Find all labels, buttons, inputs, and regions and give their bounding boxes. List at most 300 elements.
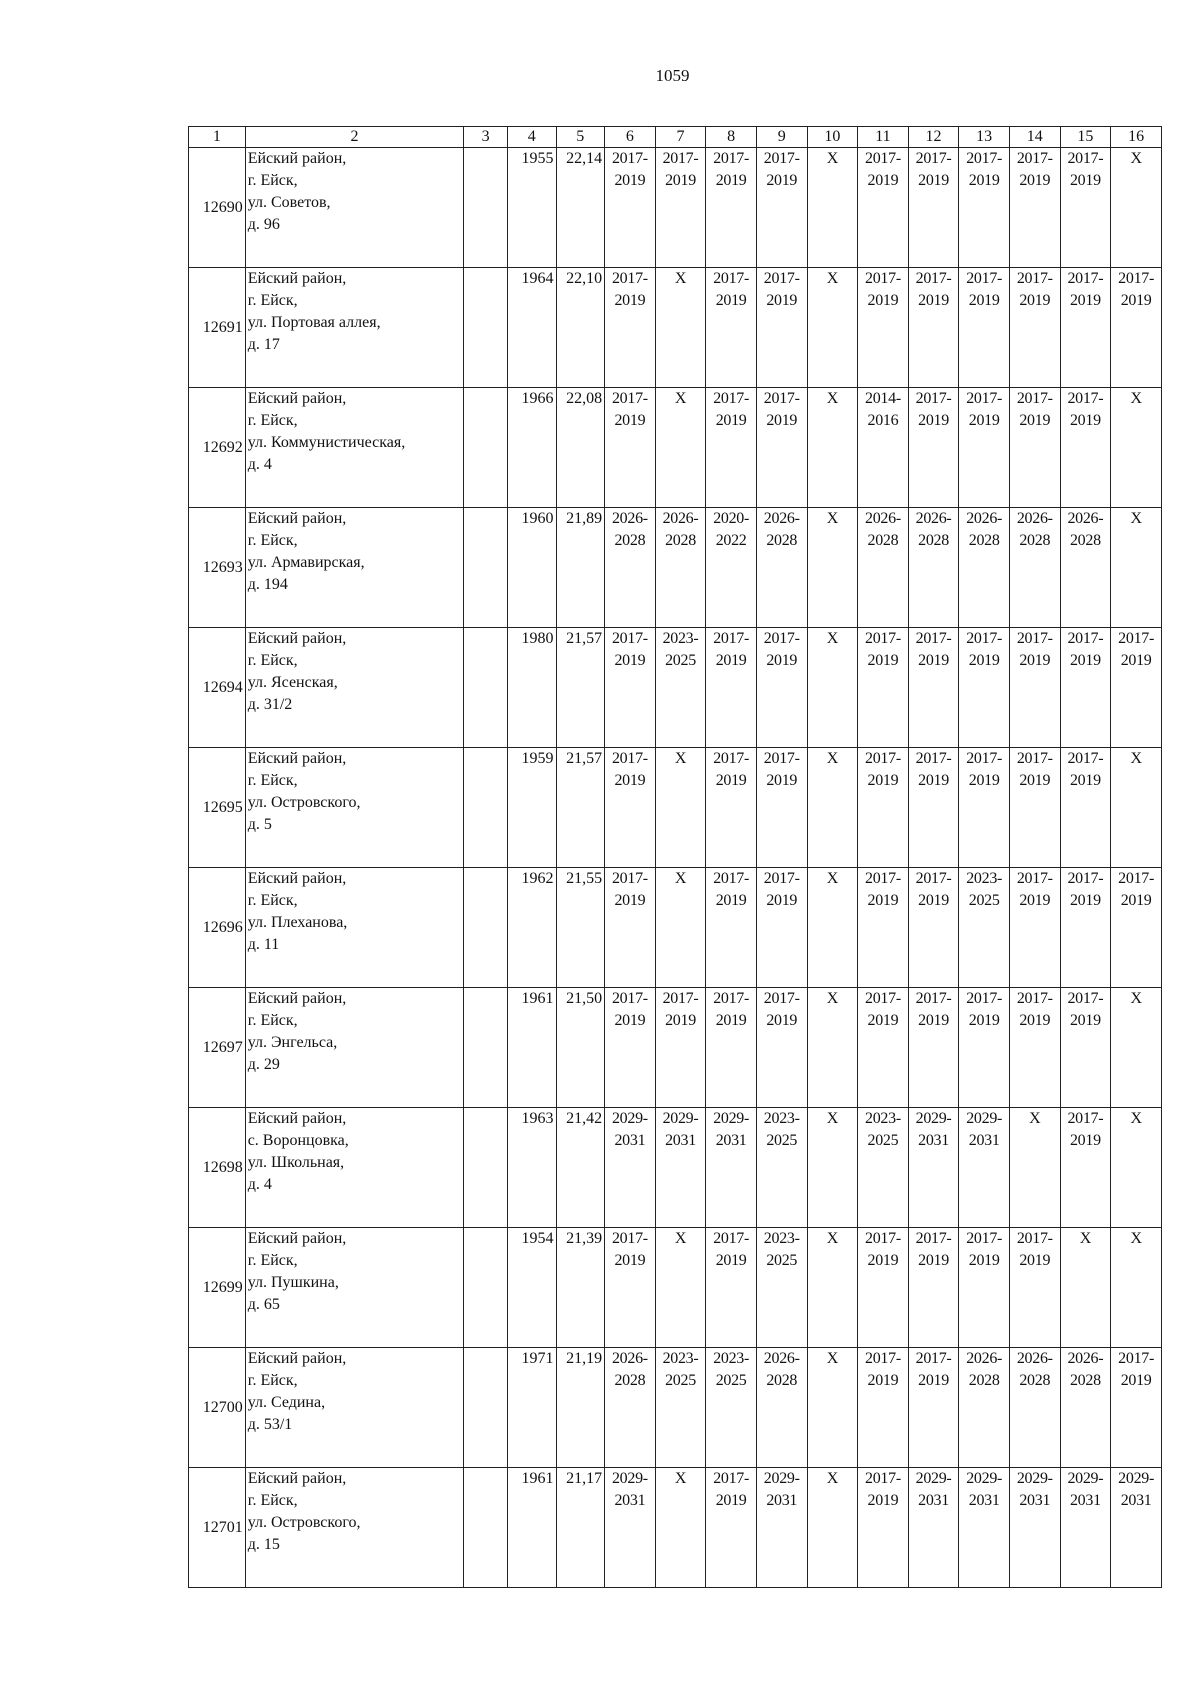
table-row <box>189 628 1162 748</box>
address-line: д. 96 <box>247 216 280 233</box>
period-end: 2019 <box>614 1252 646 1269</box>
period-cell <box>706 268 757 388</box>
period-start: 2017- <box>1067 390 1104 407</box>
period-end: 2019 <box>1120 1372 1152 1389</box>
period-cell <box>959 148 1010 268</box>
period-cell <box>908 868 959 988</box>
period-end: 2028 <box>867 532 899 549</box>
period-start: 2017- <box>966 630 1003 647</box>
period-cell: Х <box>807 148 858 268</box>
period-end: 2019 <box>715 1012 747 1029</box>
period-cell <box>858 268 909 388</box>
period-end: 2031 <box>918 1132 949 1149</box>
period-cell <box>756 1228 807 1348</box>
period-end: 2031 <box>766 1492 798 1509</box>
period-end: 2019 <box>715 772 747 789</box>
address-cell <box>245 268 464 388</box>
area-cell: 22,10 <box>556 268 605 388</box>
period-start: 2017- <box>915 390 952 407</box>
record-number: 12691 <box>189 268 246 388</box>
period-end: 2031 <box>1069 1492 1101 1509</box>
table-header <box>189 127 1162 148</box>
period-end: 2019 <box>918 1012 949 1029</box>
period-end: 2028 <box>1019 532 1051 549</box>
period-start: 2017- <box>611 990 648 1007</box>
year-cell: 1955 <box>507 148 556 268</box>
period-start: 2017- <box>1067 990 1104 1007</box>
period-start: 2017- <box>763 750 800 767</box>
period-start: 2023- <box>763 1110 800 1127</box>
address-line: д. 4 <box>247 456 272 473</box>
period-start: 2017- <box>1016 630 1053 647</box>
period-start: 2017- <box>1067 1110 1104 1127</box>
period-end: 2019 <box>766 652 798 669</box>
column-header-9: 9 <box>756 127 807 148</box>
period-start: 2017- <box>713 1230 750 1247</box>
period-end: 2025 <box>665 1372 696 1389</box>
period-end: 2019 <box>614 652 646 669</box>
period-cell <box>1111 868 1162 988</box>
period-cell: Х <box>1111 388 1162 508</box>
address-line: г. Ейск, <box>247 1492 298 1509</box>
period-end: 2019 <box>867 652 899 669</box>
period-cell: Х <box>655 268 706 388</box>
address-line: ул. Пушкина, <box>247 1274 339 1291</box>
table-row <box>189 148 1162 268</box>
period-end: 2022 <box>715 532 747 549</box>
period-cell <box>756 148 807 268</box>
address-line: ул. Портовая аллея, <box>247 314 381 331</box>
table-row <box>189 1108 1162 1228</box>
address-line: ул. Седина, <box>247 1394 326 1411</box>
period-start: 2017- <box>763 150 800 167</box>
year-cell: 1959 <box>507 748 556 868</box>
period-start: 2029- <box>713 1110 750 1127</box>
address-line: Ейский район, <box>247 270 347 287</box>
record-number: 12695 <box>189 748 246 868</box>
period-end: 2031 <box>918 1492 949 1509</box>
address-line: Ейский район, <box>247 870 347 887</box>
period-cell <box>858 1228 909 1348</box>
address-line: г. Ейск, <box>247 412 298 429</box>
address-cell <box>245 1348 464 1468</box>
period-end: 2028 <box>614 532 646 549</box>
period-start: 2017- <box>1016 1230 1053 1247</box>
table-body <box>189 148 1162 1588</box>
period-end: 2019 <box>1019 412 1051 429</box>
period-cell <box>1060 748 1111 868</box>
period-cell <box>706 748 757 868</box>
period-cell <box>1060 628 1111 748</box>
period-cell <box>1009 1348 1060 1468</box>
column-header-10: 10 <box>807 127 858 148</box>
column-3-cell <box>464 868 508 988</box>
period-cell <box>706 388 757 508</box>
period-end: 2019 <box>1120 292 1152 309</box>
period-cell <box>605 868 656 988</box>
address-line: г. Ейск, <box>247 892 298 909</box>
area-cell: 21,89 <box>556 508 605 628</box>
period-cell <box>1060 1348 1111 1468</box>
period-end: 2019 <box>614 892 646 909</box>
period-end: 2028 <box>1069 532 1101 549</box>
period-cell <box>858 1108 909 1228</box>
period-start: 2017- <box>1016 750 1053 767</box>
address-line: ул. Школьная, <box>247 1154 345 1171</box>
period-start: 2017- <box>1067 150 1104 167</box>
period-start: 2017- <box>915 990 952 1007</box>
period-start: 2017- <box>915 1350 952 1367</box>
address-line: Ейский район, <box>247 750 347 767</box>
period-cell <box>756 1348 807 1468</box>
period-cell <box>908 148 959 268</box>
period-cell <box>605 988 656 1108</box>
period-start: 2026- <box>763 510 800 527</box>
period-end: 2028 <box>968 532 1000 549</box>
period-end: 2019 <box>1019 772 1051 789</box>
record-number: 12699 <box>189 1228 246 1348</box>
period-cell <box>858 148 909 268</box>
year-cell: 1954 <box>507 1228 556 1348</box>
period-cell <box>858 868 909 988</box>
period-end: 2031 <box>968 1132 1000 1149</box>
period-start: 2017- <box>1118 870 1155 887</box>
period-end: 2031 <box>1120 1492 1152 1509</box>
table-row <box>189 988 1162 1108</box>
period-cell <box>655 148 706 268</box>
address-line: д. 29 <box>247 1056 280 1073</box>
column-header-6: 6 <box>605 127 656 148</box>
period-cell <box>858 628 909 748</box>
address-cell <box>245 1228 464 1348</box>
period-start: 2029- <box>662 1110 699 1127</box>
address-line: г. Ейск, <box>247 292 298 309</box>
period-cell: Х <box>807 1348 858 1468</box>
period-end: 2025 <box>766 1252 798 1269</box>
period-start: 2017- <box>713 1470 750 1487</box>
period-end: 2028 <box>1069 1372 1101 1389</box>
period-cell <box>1009 508 1060 628</box>
table-row <box>189 508 1162 628</box>
period-start: 2017- <box>915 150 952 167</box>
area-cell: 22,14 <box>556 148 605 268</box>
address-cell <box>245 1468 464 1588</box>
address-line: д. 194 <box>247 576 288 593</box>
period-end: 2028 <box>918 532 949 549</box>
period-start: 2017- <box>966 150 1003 167</box>
period-cell <box>1009 868 1060 988</box>
period-cell <box>706 628 757 748</box>
period-cell: Х <box>807 1468 858 1588</box>
period-cell <box>1009 1228 1060 1348</box>
period-cell: Х <box>1111 508 1162 628</box>
period-cell <box>908 628 959 748</box>
period-end: 2025 <box>968 892 1000 909</box>
period-cell <box>1009 388 1060 508</box>
address-line: г. Ейск, <box>247 1372 298 1389</box>
period-start: 2023- <box>966 870 1003 887</box>
period-start: 2017- <box>966 390 1003 407</box>
period-cell <box>706 988 757 1108</box>
period-cell <box>1060 148 1111 268</box>
period-end: 2019 <box>614 772 646 789</box>
period-end: 2019 <box>918 1252 949 1269</box>
table-row <box>189 1228 1162 1348</box>
period-cell <box>655 1348 706 1468</box>
period-end: 2019 <box>968 772 1000 789</box>
period-start: 2026- <box>611 510 648 527</box>
period-end: 2019 <box>766 1012 798 1029</box>
period-end: 2025 <box>766 1132 798 1149</box>
period-cell <box>706 1348 757 1468</box>
column-header-16: 16 <box>1111 127 1162 148</box>
period-start: 2017- <box>915 630 952 647</box>
period-cell: Х <box>807 388 858 508</box>
table-row <box>189 268 1162 388</box>
column-3-cell <box>464 748 508 868</box>
period-cell <box>756 868 807 988</box>
address-line: д. 15 <box>247 1536 280 1553</box>
period-start: 2029- <box>611 1470 648 1487</box>
period-end: 2016 <box>867 412 899 429</box>
period-cell <box>605 1348 656 1468</box>
address-line: ул. Плеханова, <box>247 914 348 931</box>
period-cell <box>706 1468 757 1588</box>
period-start: 2026- <box>763 1350 800 1367</box>
period-cell <box>605 1228 656 1348</box>
period-start: 2017- <box>865 150 901 167</box>
period-cell <box>756 628 807 748</box>
table-row <box>189 388 1162 508</box>
period-start: 2017- <box>1016 990 1053 1007</box>
period-start: 2017- <box>1067 870 1104 887</box>
period-cell <box>1111 1348 1162 1468</box>
period-cell <box>655 1108 706 1228</box>
year-cell: 1971 <box>507 1348 556 1468</box>
address-line: Ейский район, <box>247 510 347 527</box>
period-end: 2031 <box>968 1492 1000 1509</box>
period-cell: Х <box>655 868 706 988</box>
period-cell <box>858 748 909 868</box>
year-cell: 1963 <box>507 1108 556 1228</box>
record-number: 12690 <box>189 148 246 268</box>
table-row <box>189 868 1162 988</box>
period-cell <box>1060 508 1111 628</box>
period-start: 2017- <box>1067 270 1104 287</box>
period-cell: Х <box>655 748 706 868</box>
period-start: 2017- <box>1016 390 1053 407</box>
address-line: ул. Островского, <box>247 794 361 811</box>
period-end: 2019 <box>918 292 949 309</box>
record-number: 12692 <box>189 388 246 508</box>
period-end: 2019 <box>968 292 1000 309</box>
address-line: ул. Коммунистическая, <box>247 434 406 451</box>
period-cell: Х <box>807 508 858 628</box>
period-cell <box>1009 268 1060 388</box>
period-cell <box>1111 1468 1162 1588</box>
period-start: 2026- <box>662 510 699 527</box>
period-end: 2025 <box>715 1372 747 1389</box>
period-cell <box>1009 748 1060 868</box>
period-start: 2017- <box>1016 150 1053 167</box>
period-cell <box>1009 628 1060 748</box>
period-end: 2019 <box>867 1372 899 1389</box>
address-cell <box>245 988 464 1108</box>
column-3-cell <box>464 388 508 508</box>
address-cell <box>245 1108 464 1228</box>
period-end: 2019 <box>968 652 1000 669</box>
area-cell: 21,17 <box>556 1468 605 1588</box>
period-start: 2026- <box>1067 510 1104 527</box>
column-3-cell <box>464 508 508 628</box>
period-cell: Х <box>807 748 858 868</box>
period-cell <box>1009 1468 1060 1588</box>
period-cell <box>908 748 959 868</box>
period-cell <box>959 388 1010 508</box>
period-cell <box>858 1348 909 1468</box>
period-start: 2023- <box>865 1110 901 1127</box>
period-start: 2017- <box>713 630 750 647</box>
period-cell <box>959 748 1010 868</box>
period-start: 2017- <box>915 1230 952 1247</box>
address-line: ул. Островского, <box>247 1514 361 1531</box>
area-cell: 22,08 <box>556 388 605 508</box>
table-row <box>189 1468 1162 1588</box>
record-number: 12700 <box>189 1348 246 1468</box>
period-start: 2017- <box>1118 270 1155 287</box>
period-start: 2026- <box>865 510 901 527</box>
period-cell <box>959 1348 1010 1468</box>
period-cell <box>706 148 757 268</box>
address-line: г. Ейск, <box>247 1012 298 1029</box>
period-end: 2028 <box>968 1372 1000 1389</box>
column-header-7: 7 <box>655 127 706 148</box>
period-cell <box>959 268 1010 388</box>
address-cell <box>245 628 464 748</box>
period-end: 2019 <box>1069 1132 1101 1149</box>
period-start: 2017- <box>966 270 1003 287</box>
period-cell <box>908 508 959 628</box>
period-end: 2019 <box>766 772 798 789</box>
period-start: 2017- <box>966 750 1003 767</box>
period-start: 2017- <box>763 870 800 887</box>
column-3-cell <box>464 628 508 748</box>
table-row <box>189 1348 1162 1468</box>
period-start: 2029- <box>966 1470 1003 1487</box>
period-end: 2019 <box>918 172 949 189</box>
period-end: 2019 <box>1019 172 1051 189</box>
period-cell <box>908 1468 959 1588</box>
period-end: 2019 <box>968 1252 1000 1269</box>
period-start: 2017- <box>915 270 952 287</box>
table-row <box>189 748 1162 868</box>
period-end: 2019 <box>968 172 1000 189</box>
period-cell: Х <box>1111 748 1162 868</box>
record-number: 12693 <box>189 508 246 628</box>
period-end: 2019 <box>715 172 747 189</box>
address-line: д. 5 <box>247 816 272 833</box>
period-start: 2017- <box>713 150 750 167</box>
period-start: 2017- <box>611 870 648 887</box>
period-start: 2017- <box>865 1350 901 1367</box>
period-end: 2019 <box>766 892 798 909</box>
period-cell: Х <box>807 1228 858 1348</box>
period-start: 2017- <box>713 990 750 1007</box>
period-start: 2026- <box>966 510 1003 527</box>
period-cell <box>1060 1468 1111 1588</box>
record-number: 12696 <box>189 868 246 988</box>
period-end: 2019 <box>867 892 899 909</box>
address-line: д. 53/1 <box>247 1416 293 1433</box>
period-cell <box>1060 268 1111 388</box>
period-end: 2028 <box>614 1372 646 1389</box>
address-line: д. 65 <box>247 1296 280 1313</box>
area-cell: 21,50 <box>556 988 605 1108</box>
column-header-14: 14 <box>1009 127 1060 148</box>
period-cell <box>908 1348 959 1468</box>
address-line: г. Ейск, <box>247 172 298 189</box>
column-header-12: 12 <box>908 127 959 148</box>
column-3-cell <box>464 1228 508 1348</box>
period-cell: Х <box>807 628 858 748</box>
address-line: д. 31/2 <box>247 696 293 713</box>
period-start: 2023- <box>763 1230 800 1247</box>
period-cell <box>655 988 706 1108</box>
period-cell: Х <box>655 1228 706 1348</box>
address-line: г. Ейск, <box>247 772 298 789</box>
period-end: 2019 <box>1019 892 1051 909</box>
year-cell: 1961 <box>507 1468 556 1588</box>
period-start: 2017- <box>611 270 648 287</box>
period-cell <box>1111 268 1162 388</box>
period-cell <box>706 1228 757 1348</box>
period-end: 2019 <box>968 1012 1000 1029</box>
period-cell: Х <box>1009 1108 1060 1228</box>
period-cell <box>605 748 656 868</box>
year-cell: 1964 <box>507 268 556 388</box>
period-cell <box>908 988 959 1108</box>
period-end: 2019 <box>614 292 646 309</box>
period-start: 2017- <box>865 990 901 1007</box>
period-end: 2019 <box>665 172 696 189</box>
period-start: 2014- <box>865 390 901 407</box>
period-start: 2017- <box>611 630 648 647</box>
period-start: 2017- <box>865 1230 901 1247</box>
address-line: д. 4 <box>247 1176 272 1193</box>
year-cell: 1960 <box>507 508 556 628</box>
period-cell <box>959 868 1010 988</box>
period-cell <box>605 148 656 268</box>
period-cell <box>1060 988 1111 1108</box>
period-end: 2019 <box>918 772 949 789</box>
period-cell <box>959 1468 1010 1588</box>
address-line: ул. Армавирская, <box>247 554 365 571</box>
year-cell: 1962 <box>507 868 556 988</box>
period-start: 2026- <box>966 1350 1003 1367</box>
period-start: 2029- <box>763 1470 800 1487</box>
period-cell <box>959 508 1010 628</box>
period-start: 2017- <box>662 990 699 1007</box>
year-cell: 1961 <box>507 988 556 1108</box>
period-start: 2017- <box>611 1230 648 1247</box>
period-end: 2019 <box>1069 652 1101 669</box>
year-cell: 1966 <box>507 388 556 508</box>
period-start: 2026- <box>1067 1350 1104 1367</box>
period-end: 2019 <box>1069 172 1101 189</box>
period-start: 2017- <box>865 750 901 767</box>
period-end: 2019 <box>715 1252 747 1269</box>
column-header-11: 11 <box>858 127 909 148</box>
